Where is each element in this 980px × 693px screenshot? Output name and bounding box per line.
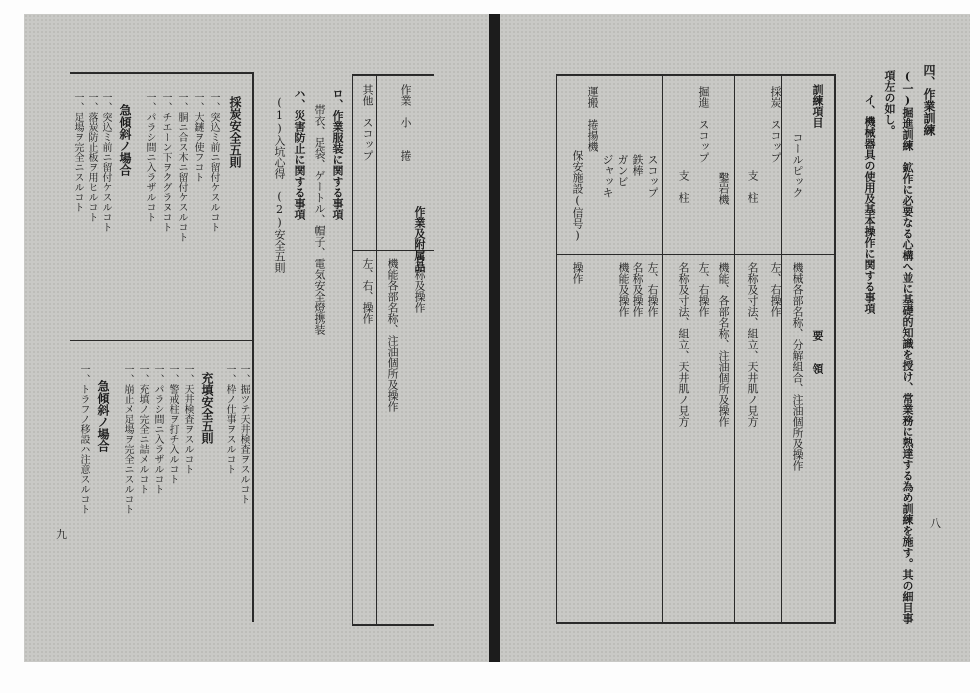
- box-item: 一、落炭防止板ヲ用ヒルコト: [86, 92, 97, 222]
- left-table-desc: 左、右、操作: [361, 258, 374, 324]
- box-item: 一、突込ミ前ニ留付ケスルコト: [100, 92, 111, 232]
- table-bottom-border: [556, 622, 836, 624]
- table-header-left: 訓練項目: [811, 84, 824, 128]
- table-term: コールピック: [791, 132, 804, 198]
- box-item: 一、胴ニ合ス木ニ留付ケスルコト: [176, 92, 187, 242]
- table-left-border: [556, 74, 557, 624]
- left-table-top-border: [352, 74, 434, 76]
- table-term: スコップ: [646, 154, 659, 198]
- box-item: 一、足場ヲ完全ニスルコト: [72, 92, 83, 212]
- section-ro-text: 帯衣、足袋、ゲートル、帽子、電気安全燈携装: [313, 104, 326, 335]
- left-table-desc: 機能各部名称、注油個所及操作: [386, 258, 399, 412]
- box-item: 一、掘ツテ天井検査ヲスルコト: [238, 364, 249, 504]
- table-desc: 機能及操作: [617, 262, 630, 317]
- table-desc: 左、右操作: [769, 262, 782, 317]
- table-desc: 名称及操作: [631, 262, 644, 317]
- box-right-border: [252, 72, 254, 342]
- table-desc: 名称及寸法、組立、天井肌ノ見方: [677, 262, 690, 427]
- table-column-divider: [556, 254, 836, 255]
- box-item: 一、充填ノ完全ニ詰メルコト: [137, 364, 148, 494]
- table-term: 鉄棒: [631, 154, 644, 176]
- table-term: ガンビ: [616, 154, 629, 187]
- table-row-divider: [662, 74, 663, 624]
- table-desc: 機能、各部名称、注油個所及操作: [717, 262, 730, 427]
- table-desc: 名称及寸法、組立、天井肌ノ見方: [746, 262, 759, 427]
- box-title: 充填安全五則: [200, 372, 214, 444]
- box-item: 一、パラシ間ニ入ラザルコト: [144, 92, 155, 222]
- table-right-border: [834, 74, 836, 624]
- table-term: 運搬 捲揚機: [586, 86, 599, 152]
- page-number-right: 八: [930, 517, 941, 530]
- page-number-left: 九: [56, 528, 67, 541]
- left-table-left-border: [352, 74, 353, 626]
- box-item: 一、チエーン下ヲクグラヌコト: [160, 92, 171, 232]
- section-ha-heading: ハ、災害防止に関する事項: [293, 88, 306, 220]
- intro-line-1: (一)掘進訓練 鉱作に必要なる心構へ並に基礎的知識を授け、常業務に熟達する為め訓練を施す。其の細目事: [901, 70, 914, 624]
- table-term: 鑿岩機: [717, 172, 730, 205]
- table-term: 掘進 スコップ: [697, 86, 710, 163]
- box-top-border: [70, 72, 254, 74]
- box-middle-border: [70, 340, 254, 341]
- table-term: 支 柱: [677, 170, 690, 203]
- table-term: 保安施設(信号): [571, 150, 584, 242]
- box-item: 一、トラフノ移設ハ注意スルコト: [78, 364, 89, 514]
- box-item: 一、突込ミ前ニ留付ケスルコト: [208, 92, 219, 232]
- box-title: 採炭安全五則: [228, 96, 242, 168]
- box-item: 一、枠ノ仕事ヲスルコト: [224, 364, 235, 474]
- intro-line-2: 項左の如し。: [883, 70, 896, 136]
- box-right-border-lower: [252, 340, 254, 622]
- left-table-divider: [376, 74, 377, 626]
- box-subtitle: 急傾斜ノ場合: [96, 380, 110, 452]
- table-term: 採炭 スコップ: [769, 86, 782, 163]
- table-header-right: 要 領: [811, 330, 824, 374]
- box-item: 一、崩止メ足場ヲ完全ニスルコト: [122, 364, 133, 514]
- box-item: 一、パラシ間ニ入ラザルコト: [152, 364, 163, 494]
- left-table-header: 作業及附属品: [413, 206, 426, 272]
- section-ha-text: (1)入坑心得 (2)安全五則: [273, 96, 286, 273]
- table-term: ジャッキ: [601, 154, 614, 198]
- box-item: 一、警戒柱ヲ打チ入ルコト: [167, 364, 178, 484]
- table-row-divider: [734, 74, 735, 624]
- table-desc: 左、右操作: [697, 262, 710, 317]
- table-term: 支 柱: [746, 170, 759, 203]
- left-table-term: 其他 スコップ: [361, 84, 374, 161]
- left-table-desc: 名称及操作: [413, 258, 426, 313]
- box-subtitle: 急傾斜ノ場合: [118, 104, 132, 176]
- section-ro-heading: ロ、作業服装に関する事項: [331, 88, 344, 220]
- table-desc: 機械各部名称、分解組合、注油個所及操作: [791, 262, 804, 471]
- box-item: 一、大鏈ヲ使フコト: [192, 92, 203, 182]
- section-i-heading: イ、機械器具の使用及基本操作に関する事項: [863, 94, 876, 314]
- left-table-term: 作業 小 捲: [399, 84, 412, 161]
- section-header: 四、作業訓練: [922, 64, 936, 136]
- table-top-border: [556, 74, 836, 76]
- table-desc: 左、右操作: [646, 262, 659, 317]
- left-table-bottom-border: [352, 624, 434, 626]
- box-item: 一、天井検査ヲスルコト: [182, 364, 193, 474]
- table-desc: 操作: [571, 262, 584, 284]
